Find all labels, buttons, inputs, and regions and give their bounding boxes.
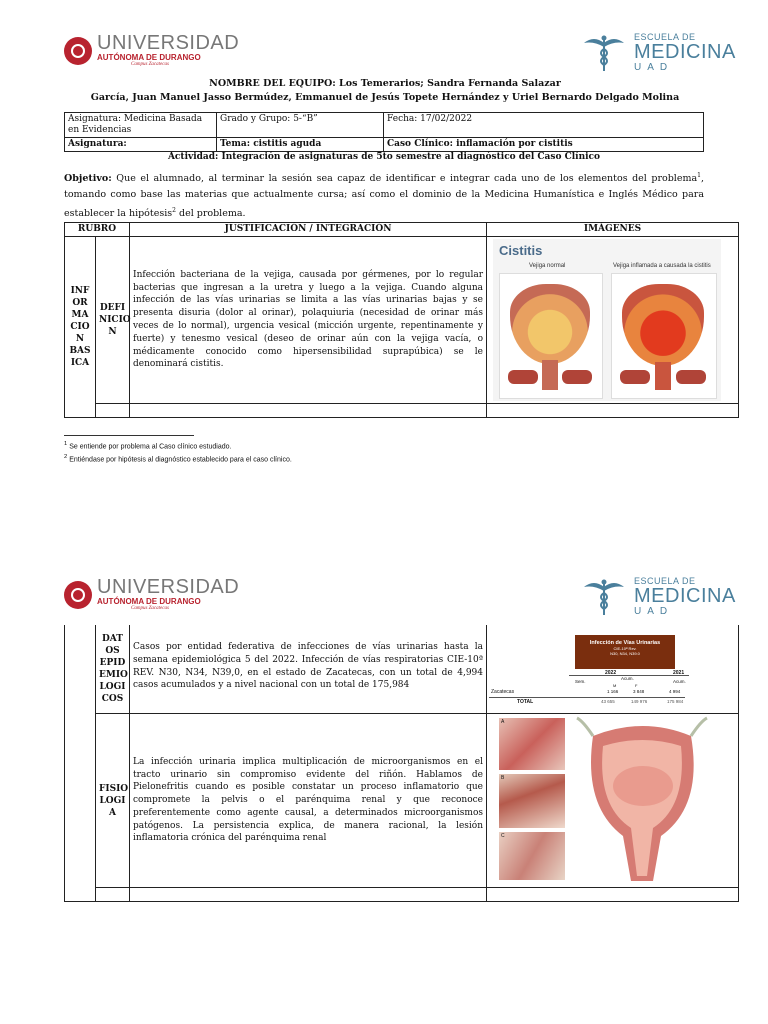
footnote-1: Se entiende por problema al Caso clínico estudiado. bbox=[69, 443, 232, 451]
university-subtitle: AUTÓNOMA DE DURANGO bbox=[97, 53, 201, 62]
normal-pelvic-right bbox=[562, 370, 592, 384]
stats-image-cell bbox=[487, 625, 739, 714]
medicine-school-logo-page2 bbox=[582, 576, 736, 618]
label-line: DAT bbox=[102, 634, 123, 644]
rubric-table bbox=[64, 222, 739, 418]
empty-cell bbox=[96, 888, 130, 902]
image-left-label: Vejiga normal bbox=[529, 263, 566, 269]
stats-cell: 4 994 bbox=[669, 689, 681, 694]
group-label-line: OR bbox=[72, 298, 88, 308]
stats-subtitle-1: CIE-10ª Rev. bbox=[613, 646, 637, 651]
empty-cell bbox=[130, 888, 487, 902]
group-informacion-basica bbox=[65, 237, 96, 418]
stats-title-box bbox=[575, 635, 675, 669]
info-subject: Asignatura: Medicina Basada en Evidencias bbox=[65, 113, 217, 138]
label-fisiologia bbox=[96, 714, 130, 888]
definicion-text: Infección bacteriana de la vejiga, causada por gérmenes, por lo regular bacterias que ingresan a la uretra y luego a la vejiga. Cuando alguna infección de las vías urinarias se limita a las vías urinarias bajas y se presenta disuria (dolor al orinar), polaquiuria (necesidad de orinar más veces de lo normal), urgencia vesical (micción urgente, repentinamente y fuerte) y tenesmo vesical (deseo de orinar aún con la vejiga vacía, o médicamente conocido como hipersensibilidad suprapúbica) se le denominará cistitis. bbox=[130, 237, 487, 404]
team-names bbox=[60, 77, 710, 105]
label-line: A bbox=[109, 807, 116, 818]
group-label-line: CIO bbox=[70, 322, 90, 332]
stats-cell: 149 976 bbox=[631, 699, 648, 704]
team-line1: NOMBRE DEL EQUIPO: Los Temerarios; Sandra Fernanda Salazar bbox=[209, 78, 561, 89]
stats-cell: 1 166 bbox=[607, 689, 619, 694]
normal-bladder-illustration bbox=[510, 284, 590, 364]
empty-cell bbox=[487, 888, 739, 902]
medicine-school-logo bbox=[582, 32, 736, 74]
caduceus-icon bbox=[582, 33, 626, 73]
stats-row-zacatecas: Zacatecas bbox=[491, 689, 515, 695]
info-topic: Tema: cistitis aguda bbox=[217, 138, 384, 152]
school-line2: MEDICINA bbox=[634, 585, 736, 607]
inflamed-bladder-illustration bbox=[622, 284, 704, 366]
school-line3: UAD bbox=[634, 606, 674, 617]
stats-divider bbox=[489, 697, 685, 698]
fisiologia-image-cell bbox=[487, 714, 739, 888]
stats-year-2022: 2022 bbox=[605, 670, 617, 676]
inflamed-pelvic-left bbox=[620, 370, 650, 384]
label-definicion bbox=[96, 237, 130, 404]
label-line: COS bbox=[101, 694, 124, 704]
label-line: FISIO bbox=[99, 783, 129, 794]
university-campus: Campus Zacatecas bbox=[131, 62, 169, 67]
panel-b bbox=[499, 774, 565, 828]
cistitis-image-cell bbox=[487, 237, 739, 404]
objective-text-3: del problema. bbox=[175, 208, 246, 220]
info-grade-group: Grado y Grupo: 5-“B” bbox=[217, 113, 384, 138]
info-clinical-case: Caso Clínico: inflamación por cistitis bbox=[384, 138, 704, 152]
image-title: Cistitis bbox=[499, 243, 543, 258]
group-label-line: ICA bbox=[70, 358, 90, 368]
school-line3: UAD bbox=[634, 62, 674, 73]
panel-a bbox=[499, 718, 565, 770]
label-line: LOGI bbox=[99, 795, 126, 806]
stats-cell: 175 984 bbox=[667, 699, 684, 704]
normal-pelvic-left bbox=[508, 370, 538, 384]
stats-sem: Sem. bbox=[575, 679, 586, 684]
image-right-label: Vejiga inflamada a causada la cistitis bbox=[613, 263, 711, 269]
stats-cell: 3 848 bbox=[633, 689, 645, 694]
normal-urethra bbox=[542, 360, 558, 390]
info-table bbox=[64, 112, 704, 152]
university-seal-icon bbox=[64, 37, 92, 65]
group-label-line: BAS bbox=[69, 346, 91, 356]
school-line1: ESCUELA DE bbox=[634, 576, 696, 586]
stats-m: M bbox=[613, 683, 617, 688]
rubric-table-page2 bbox=[64, 625, 739, 902]
bladder-anatomy-image bbox=[489, 716, 733, 884]
label-line: N bbox=[108, 327, 117, 337]
university-seal-icon bbox=[64, 581, 92, 609]
group-label-line: INF bbox=[70, 286, 90, 296]
label-datos-epidemiologicos bbox=[96, 625, 130, 714]
footnote-2: Entiéndase por hipótesis al diagnóstico establecido para el caso clínico. bbox=[69, 456, 292, 464]
panel-b-label: B bbox=[501, 775, 505, 781]
group-label-line: N bbox=[75, 334, 85, 344]
footnote-2-number: 2 bbox=[64, 454, 68, 461]
group-cell-continued bbox=[65, 625, 96, 902]
empty-cell bbox=[96, 404, 130, 418]
cistitis-image bbox=[493, 239, 721, 401]
objective-label: Objetivo: bbox=[64, 173, 112, 185]
label-line: OS bbox=[105, 646, 120, 656]
university-logo-page2 bbox=[64, 578, 239, 612]
stats-cell: 43 655 bbox=[601, 699, 615, 704]
university-logo bbox=[64, 34, 239, 68]
panel-c-label: C bbox=[501, 833, 505, 839]
school-line1: ESCUELA DE bbox=[634, 32, 696, 42]
objective-text-2: , tomando como base las materias que actualmente cursa; así como el dominio de la Medicina Humanística e Inglés Médico para establecer la hipótesis bbox=[64, 173, 704, 220]
label-line: EPID bbox=[99, 658, 126, 668]
caduceus-icon bbox=[582, 577, 626, 617]
datos-text: Casos por entidad federativa de infecciones de vías urinarias hasta la semana epidemiológica 5 del 2022. Infección de vías respiratorias CIE-10ª REV. N30, N34, N39,0, en el estado de Zacatecas, con un total de 4,994 casos acumulados y a nivel nacional con un total de 175,984 bbox=[130, 625, 487, 714]
university-name: UNIVERSIDAD bbox=[97, 576, 240, 598]
activity-title: Actividad: Integración de asignaturas de 5to semestre al diagnóstico del Caso Clínico bbox=[167, 152, 601, 162]
stats-acum-2021: Acum. bbox=[673, 679, 686, 684]
label-line: LOGI bbox=[99, 682, 126, 692]
info-subject-2: Asignatura: bbox=[65, 138, 217, 152]
bladder-cross-section-illustration bbox=[573, 716, 713, 884]
stats-acum-2022: Acum. bbox=[621, 676, 634, 681]
panel-a-label: A bbox=[501, 719, 505, 725]
label-line: NICIO bbox=[99, 315, 131, 325]
inflamed-bladder-panel bbox=[611, 273, 717, 399]
stats-title: Infección de Vías Urinarias bbox=[589, 640, 661, 646]
header-justificacion: JUSTIFICACIÓN / INTEGRACIÓN bbox=[130, 223, 487, 237]
header-imagenes: IMÁGENES bbox=[487, 223, 739, 237]
objective-paragraph bbox=[64, 168, 704, 222]
stats-subtitle-2: N30, N34, N39.0 bbox=[610, 651, 640, 656]
objective-text-1: Que el alumnado, al terminar la sesión sea capaz de identificar e integrar cada uno de los elementos del problema bbox=[111, 173, 698, 185]
university-name: UNIVERSIDAD bbox=[97, 32, 240, 54]
label-line: EMIO bbox=[99, 670, 128, 680]
stats-table-image bbox=[489, 627, 733, 711]
header-rubro: RUBRO bbox=[65, 223, 130, 237]
stats-year-2021: 2021 bbox=[673, 670, 685, 676]
stats-f: F bbox=[635, 683, 638, 688]
fisiologia-text: La infección urinaria implica multiplicación de microorganismos en el tracto urinario sin compromiso evidente del riñón. Hablamos de Pielonefritis cuando es posible constatar un proceso inflamatorio que compromete la pelvis o el parénquima renal y que reconoce preferentemente como agente causal, a determinados microorganismos patógenos. La persistencia explica, de manera racional, la lesión inflamatoria crónica del parénquima renal bbox=[130, 714, 487, 888]
university-campus: Campus Zacatecas bbox=[131, 606, 169, 611]
normal-bladder-panel bbox=[499, 273, 603, 399]
panel-c bbox=[499, 832, 565, 880]
footnote-divider bbox=[64, 435, 194, 436]
footnote-ref-2[interactable]: 2 bbox=[172, 207, 176, 215]
label-line: DEFI bbox=[99, 303, 126, 313]
university-subtitle: AUTÓNOMA DE DURANGO bbox=[97, 597, 201, 606]
info-date: Fecha: 17/02/2022 bbox=[384, 113, 704, 138]
footnote-1-number: 1 bbox=[64, 441, 68, 447]
footnotes bbox=[64, 435, 292, 466]
inflamed-urethra bbox=[655, 362, 671, 390]
empty-cell bbox=[130, 404, 487, 418]
inflamed-pelvic-right bbox=[676, 370, 706, 384]
empty-cell bbox=[487, 404, 739, 418]
stats-total-label: TOTAL bbox=[517, 699, 534, 705]
school-line2: MEDICINA bbox=[634, 41, 736, 63]
group-label-line: MA bbox=[71, 310, 89, 320]
footnote-ref-1[interactable]: 1 bbox=[697, 172, 701, 179]
team-line2: García, Juan Manuel Jasso Bermúdez, Emmanuel de Jesús Topete Hernández y Uriel Bernardo Delgado Molina bbox=[90, 92, 680, 103]
